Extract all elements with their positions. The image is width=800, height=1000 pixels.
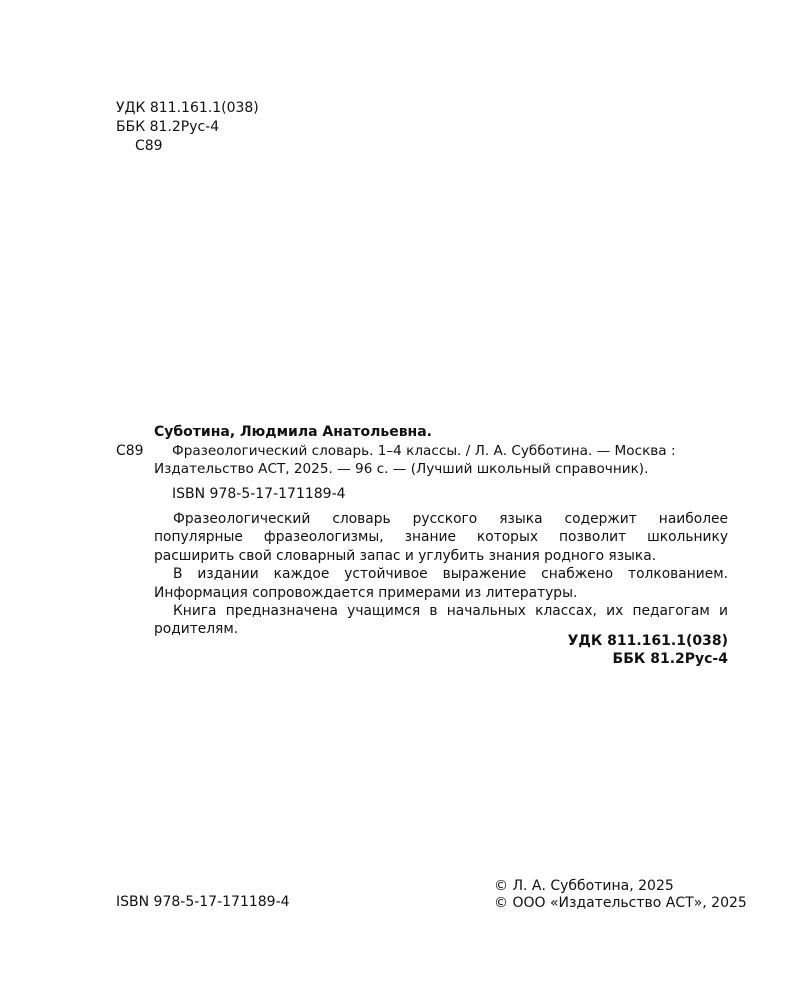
annotation-paragraph-1: Фразеологический словарь русского языка содержит наиболее популярные фразеологизмы, знание которых позволит школьнику расширить свой словарный запас и углубить знания родного языка. bbox=[154, 511, 728, 564]
record-title-line-1: Фразеологический словарь. 1–4 классы. / Л. А. Субботина. — Москва : bbox=[172, 443, 676, 459]
top-bbk-code: ББК 81.2Рус-4 bbox=[116, 119, 220, 135]
top-author-mark: С89 bbox=[135, 138, 163, 154]
annotation-bbk-code: ББК 81.2Рус-4 bbox=[612, 651, 728, 667]
annotation bbox=[154, 510, 728, 639]
copyright-author: © Л. А. Субботина, 2025 bbox=[494, 878, 674, 894]
footer-isbn: ISBN 978-5-17-171189-4 bbox=[116, 894, 290, 910]
author-heading: Суботина, Людмила Анатольевна. bbox=[154, 424, 432, 440]
annotation-paragraph-3: Книга предназначена учащимся в начальных классах, их педагогам и родителям. bbox=[154, 603, 728, 638]
copyright-publisher: © ООО «Издательство АСТ», 2025 bbox=[494, 895, 747, 911]
record-isbn: ISBN 978-5-17-171189-4 bbox=[172, 486, 346, 502]
record-title-line-2: Издательство АСТ, 2025. — 96 с. — (Лучший школьный справочник). bbox=[154, 461, 649, 477]
annotation-paragraph-2: В издании каждое устойчивое выражение снабжено толкованием. Информация сопровождается примерами из литературы. bbox=[154, 566, 728, 601]
annotation-udk-code: УДК 811.161.1(038) bbox=[567, 633, 728, 649]
record-author-mark: С89 bbox=[116, 443, 144, 459]
top-udk-code: УДК 811.161.1(038) bbox=[116, 100, 259, 116]
